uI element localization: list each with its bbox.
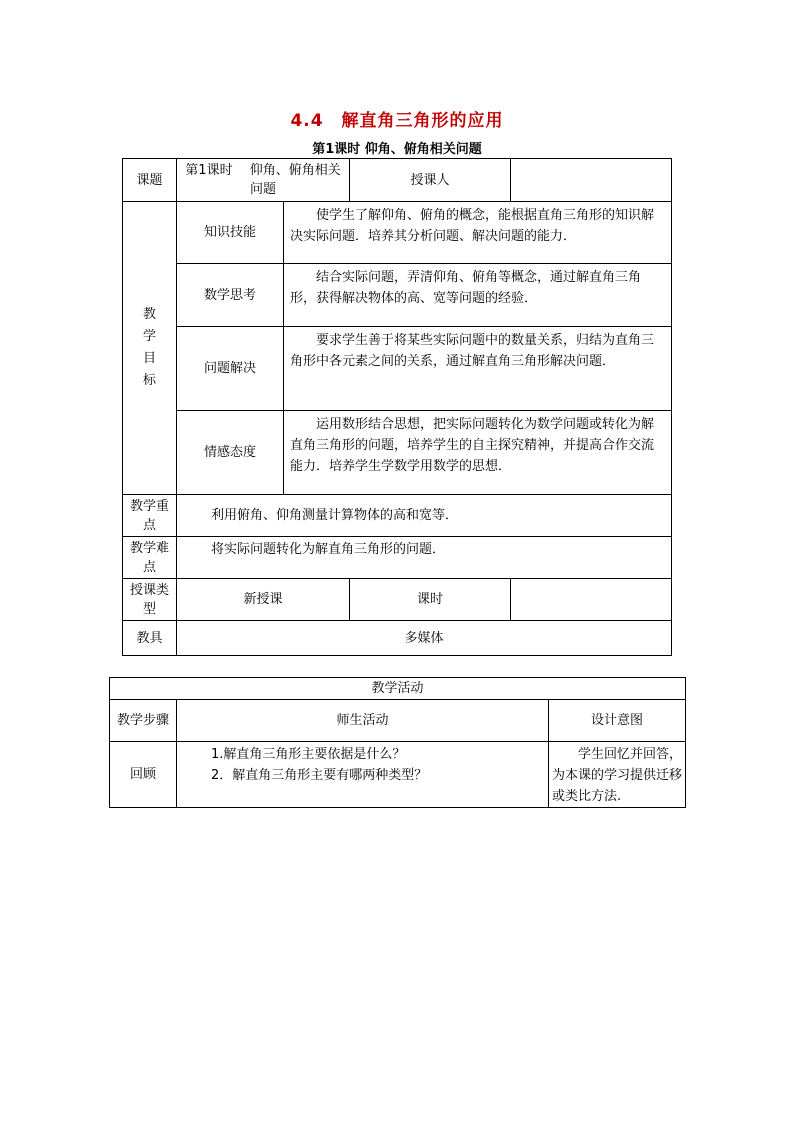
difficulty-text: 将实际问题转化为解直角三角形的问题． bbox=[177, 537, 672, 579]
activity-item: 2．解直角三角形主要有哪两种类型？ bbox=[211, 768, 428, 783]
objectives-label: 教 学 目 标 bbox=[123, 202, 177, 495]
objective-text: 使学生了解仰角、俯角的概念，能根据直角三角形的知识解决实际问题．培养其分析问题、解决问题的能力． bbox=[284, 202, 672, 264]
col-intent: 设计意图 bbox=[549, 700, 686, 742]
intent-cell: 学生回忆并回答，为本课的学习提供迁移或类比方法. bbox=[549, 742, 686, 808]
table-row bbox=[123, 411, 672, 495]
objective-text: 结合实际问题，弄清仰角、俯角等概念，通过解直角三角形，获得解决物体的高、宽等问题的经验． bbox=[284, 264, 672, 327]
table-row bbox=[110, 742, 686, 808]
col-activity: 师生活动 bbox=[177, 700, 549, 742]
objective-label: 情感态度 bbox=[177, 411, 284, 495]
objective-text: 要求学生善于将某些实际问题中的数量关系，归结为直角三角形中各元素之间的关系，通过解直角三角形解决问题． bbox=[284, 327, 672, 411]
table-row bbox=[123, 264, 672, 327]
course-label: 课题 bbox=[123, 159, 177, 202]
course-value: 第1课时 仰角、俯角相关问题 bbox=[177, 159, 350, 202]
activity-cell bbox=[177, 742, 549, 808]
objective-label: 数学思考 bbox=[177, 264, 284, 327]
teacher-value bbox=[511, 159, 672, 202]
table-row bbox=[123, 202, 672, 264]
activity-table bbox=[109, 677, 686, 808]
lesson-info-table bbox=[122, 158, 672, 656]
objective-text: 运用数形结合思想，把实际问题转化为数学问题或转化为解直角三角形的问题，培养学生的自主探究精神，并提高合作交流能力．培养学生学数学用数学的思想． bbox=[284, 411, 672, 495]
tools-label: 教具 bbox=[123, 621, 177, 656]
table-row bbox=[110, 700, 686, 742]
hours-label: 课时 bbox=[350, 579, 511, 621]
type-label: 授课类型 bbox=[123, 579, 177, 621]
table-row bbox=[123, 495, 672, 537]
objective-label: 知识技能 bbox=[177, 202, 284, 264]
tools-value: 多媒体 bbox=[177, 621, 672, 656]
key-point-label: 教学重点 bbox=[123, 495, 177, 537]
step-cell: 回顾 bbox=[110, 742, 177, 808]
table-row bbox=[123, 621, 672, 656]
page-title: 4.4 解直角三角形的应用 bbox=[290, 111, 504, 131]
activity-item: 1.解直角三角形主要依据是什么？ bbox=[211, 747, 406, 762]
key-point-text: 利用俯角、仰角测量计算物体的高和宽等． bbox=[177, 495, 672, 537]
col-step: 教学步骤 bbox=[110, 700, 177, 742]
type-value: 新授课 bbox=[177, 579, 350, 621]
difficulty-label: 教学难点 bbox=[123, 537, 177, 579]
hours-value bbox=[511, 579, 672, 621]
activity-header: 教学活动 bbox=[110, 678, 686, 700]
table-row bbox=[123, 159, 672, 202]
teacher-label: 授课人 bbox=[350, 159, 511, 202]
table-row bbox=[123, 579, 672, 621]
table-row bbox=[110, 678, 686, 700]
objective-label: 问题解决 bbox=[177, 327, 284, 411]
table-row bbox=[123, 537, 672, 579]
page-subtitle: 第1课时 仰角、俯角相关问题 bbox=[312, 142, 482, 157]
table-row bbox=[123, 327, 672, 411]
